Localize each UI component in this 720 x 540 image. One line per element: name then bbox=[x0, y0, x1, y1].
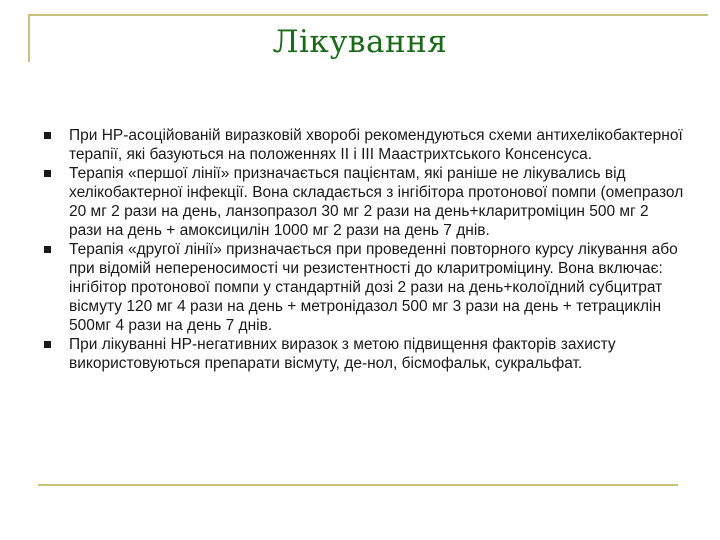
square-bullet-icon bbox=[44, 341, 51, 348]
bullet-text-3: Терапія «другої лінії» призначається при проведенні повторного курсу лікування або при відомій непереносимості чи резистентності до кларитроміцину. Вона включає: інгібітор протонової помпи у стандартній дозі 2 рази на день+колоїдний субцитрат вісмуту 120 мг 4 рази на день + метронідазол 500 мг 3 рази на день + тетрациклін 500мг 4 рази на день 7 днів. bbox=[69, 241, 678, 334]
bullet-text-4: При лікуванні НР-негативних виразок з метою підвищення факторів захисту використовуються препарати вісмуту, де-нол, бісмофальк, сукральфат. bbox=[69, 336, 616, 372]
bullet-item-4 bbox=[44, 335, 684, 373]
square-bullet-icon bbox=[44, 246, 51, 253]
bullet-item-3 bbox=[44, 240, 684, 335]
slide-title: Лікування bbox=[272, 24, 448, 60]
bullet-item-1 bbox=[44, 126, 684, 164]
frame-bottom-line bbox=[38, 484, 678, 486]
bullet-item-2 bbox=[44, 164, 684, 240]
bullet-text-1: При НР-асоційованій виразковій хворобі рекомендуються схеми антихелікобактерної терапії, які базуються на положеннях II і III Маастрихтського Консенсуса. bbox=[69, 127, 683, 163]
frame-top-line bbox=[28, 14, 708, 16]
slide-content bbox=[44, 126, 684, 373]
square-bullet-icon bbox=[44, 132, 51, 139]
bullet-list bbox=[44, 126, 684, 373]
square-bullet-icon bbox=[44, 170, 51, 177]
bullet-text-2: Терапія «першої лінії» призначається пацієнтам, які раніше не лікувались від хелікобактерної інфекції. Вона складається з інгібітора протонової помпи (омепразол 20 мг 2 рази на день, ланзопразол 30 мг 2 рази на день+кларитроміцин 500 мг 2 рази на день + амоксицилін 1000 мг 2 рази на день 7 днів. bbox=[69, 165, 684, 239]
